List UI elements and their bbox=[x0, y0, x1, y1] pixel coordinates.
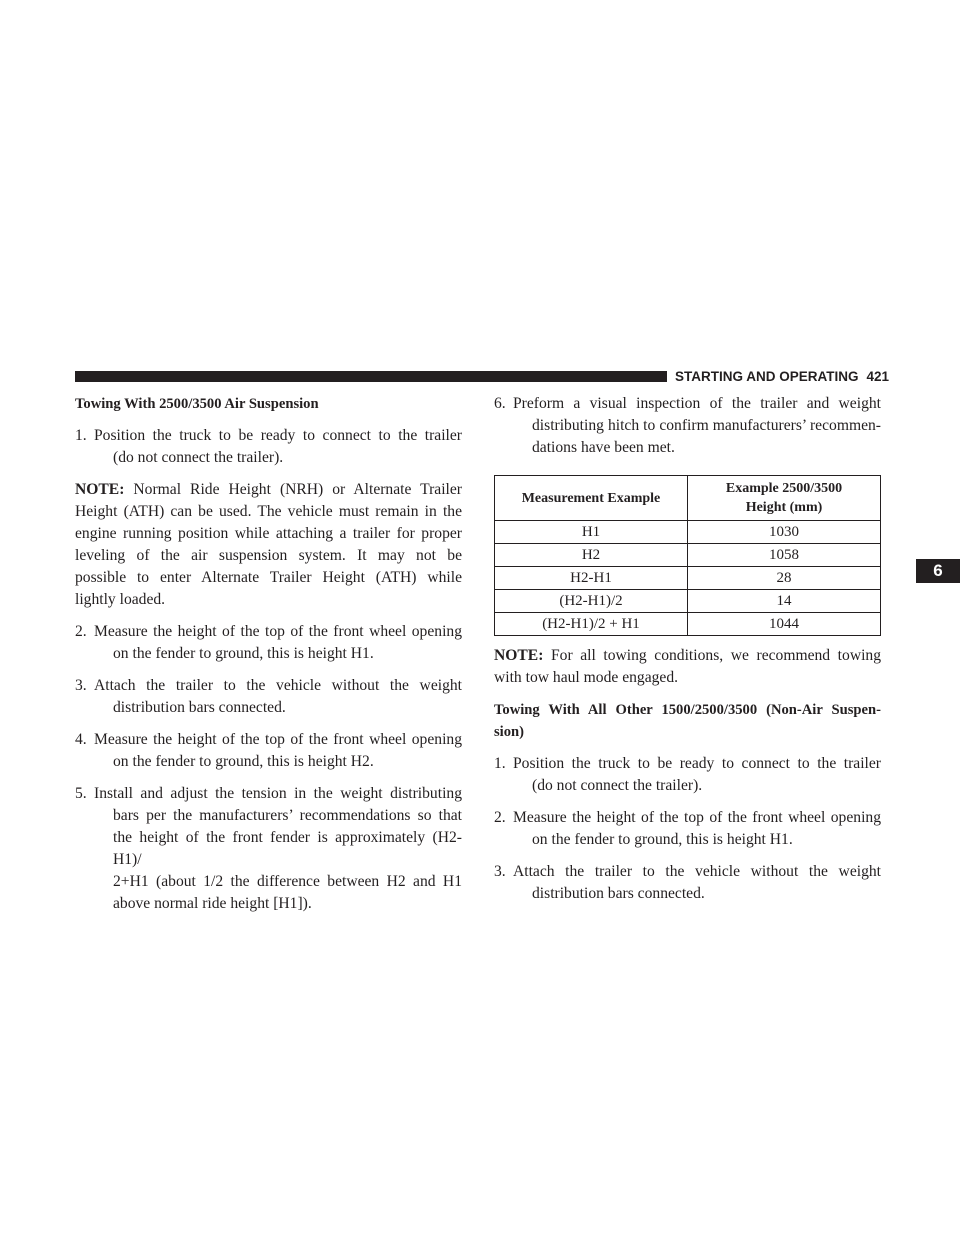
section-heading-air: Towing With 2500/3500 Air Suspension bbox=[75, 396, 319, 412]
right-step-1: 1. Position the truck to be ready to connect to the trailer (do not connect the trailer). bbox=[494, 755, 881, 794]
page-header bbox=[675, 367, 895, 387]
chapter-tab: 6 bbox=[916, 559, 960, 583]
right-step-6: 6. Preform a visual inspection of the trailer and weight distributing hitch to confirm manufacturers’ recommen- dations have been met. bbox=[494, 395, 881, 456]
table-header-row bbox=[495, 476, 881, 521]
left-column bbox=[75, 393, 462, 915]
right-column bbox=[494, 393, 881, 905]
left-step-4: 4. Measure the height of the top of the front wheel opening on the fender to ground, this is height H2. bbox=[75, 731, 462, 770]
page-number: 421 bbox=[866, 369, 890, 384]
left-step-1: 1. Position the truck to be ready to connect to the trailer (do not connect the trailer). bbox=[75, 427, 462, 466]
right-note: NOTE: For all towing conditions, we recommend towing with tow haul mode engaged. bbox=[494, 647, 882, 686]
header-rule bbox=[75, 371, 667, 382]
left-step-5: 5. Install and adjust the tension in the weight distributing bars per the manufacturers’ recommendations so that the height of the front fender is approximately (H2-H1)/ 2+H1 (about 1/2 the difference between H2 and H1 above normal ride height [H1]). bbox=[75, 785, 462, 912]
right-step-2: 2. Measure the height of the top of the front wheel opening on the fender to ground, this is height H1. bbox=[494, 809, 881, 848]
section-title: STARTING AND OPERATING bbox=[675, 369, 859, 384]
table-row: H2-H1 28 bbox=[495, 567, 881, 590]
measurement-table bbox=[494, 475, 881, 636]
note-label: NOTE: bbox=[494, 647, 544, 664]
section-heading-non-air: Towing With All Other 1500/2500/3500 (Non-Air Suspen- sion) bbox=[494, 702, 881, 740]
table-row: (H2-H1)/2 + H1 1044 bbox=[495, 613, 881, 636]
table-row: (H2-H1)/2 14 bbox=[495, 590, 881, 613]
left-step-3: 3. Attach the trailer to the vehicle without the weight distribution bars connected. bbox=[75, 677, 462, 716]
col-header-height: Example 2500/3500 Height (mm) bbox=[688, 476, 881, 521]
right-step-3: 3. Attach the trailer to the vehicle without the weight distribution bars connected. bbox=[494, 863, 881, 902]
left-note: NOTE: Normal Ride Height (NRH) or Alternate Trailer Height (ATH) can be used. The vehicle must remain in the engine running position while attaching a trailer for proper leveling of the air suspension system. It may not be possible to enter Alternate Trailer Height (ATH) while lightly loaded. bbox=[75, 481, 462, 608]
left-step-2: 2. Measure the height of the top of the front wheel opening on the fender to ground, this is height H1. bbox=[75, 623, 462, 662]
col-header-measurement: Measurement Example bbox=[495, 476, 688, 521]
table-row: H1 1030 bbox=[495, 521, 881, 544]
table-row: H2 1058 bbox=[495, 544, 881, 567]
note-label: NOTE: bbox=[75, 481, 125, 498]
